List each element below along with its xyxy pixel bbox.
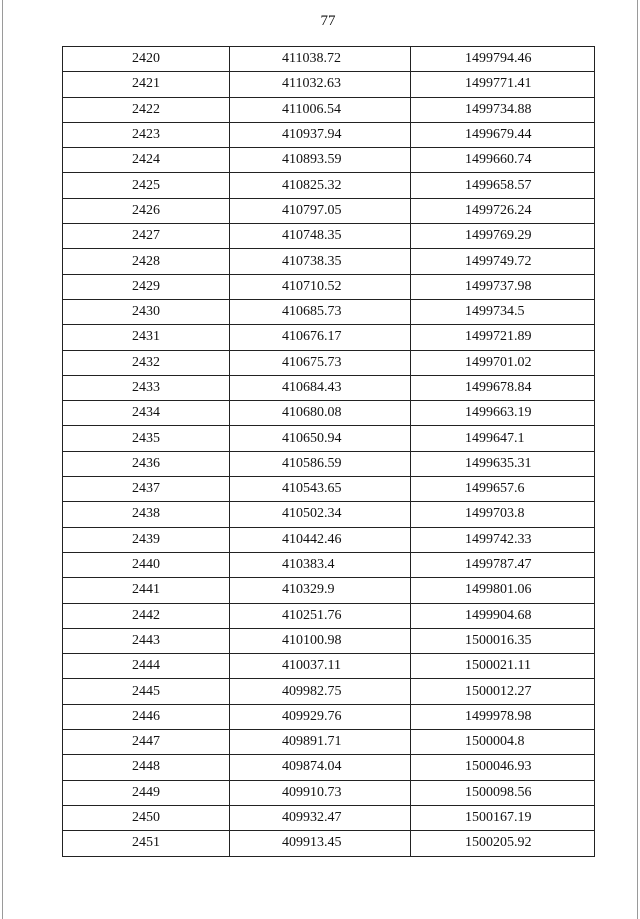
table-row (63, 426, 595, 451)
table-row (63, 72, 595, 97)
y-coordinate-cell: 1499678.84 (411, 375, 595, 400)
y-coordinate-cell: 1499734.88 (411, 97, 595, 122)
point-number-cell: 2445 (63, 679, 230, 704)
table-row (63, 401, 595, 426)
x-coordinate-cell: 410329.9 (230, 578, 411, 603)
page-number: 77 (320, 13, 336, 29)
point-number-cell: 2436 (63, 451, 230, 476)
x-coordinate-cell: 410650.94 (230, 426, 411, 451)
table-row (63, 477, 595, 502)
point-number-cell: 2426 (63, 198, 230, 223)
y-coordinate-cell: 1499726.24 (411, 198, 595, 223)
y-coordinate-cell: 1499663.19 (411, 401, 595, 426)
table-row (63, 325, 595, 350)
y-coordinate-cell: 1499801.06 (411, 578, 595, 603)
y-coordinate-cell: 1500205.92 (411, 831, 595, 856)
table-row (63, 97, 595, 122)
table-row (63, 780, 595, 805)
x-coordinate-cell: 410710.52 (230, 274, 411, 299)
table-row (63, 552, 595, 577)
y-coordinate-cell: 1500046.93 (411, 755, 595, 780)
x-coordinate-cell: 409874.04 (230, 755, 411, 780)
x-coordinate-cell: 409891.71 (230, 730, 411, 755)
point-number-cell: 2442 (63, 603, 230, 628)
y-coordinate-cell: 1499749.72 (411, 249, 595, 274)
y-coordinate-cell: 1500004.8 (411, 730, 595, 755)
point-number-cell: 2424 (63, 148, 230, 173)
y-coordinate-cell: 1499721.89 (411, 325, 595, 350)
table-row (63, 198, 595, 223)
table-row (63, 122, 595, 147)
x-coordinate-cell: 409932.47 (230, 805, 411, 830)
x-coordinate-cell: 410738.35 (230, 249, 411, 274)
table-row (63, 249, 595, 274)
y-coordinate-cell: 1500021.11 (411, 654, 595, 679)
y-coordinate-cell: 1499771.41 (411, 72, 595, 97)
point-number-cell: 2449 (63, 780, 230, 805)
point-number-cell: 2444 (63, 654, 230, 679)
x-coordinate-cell: 409910.73 (230, 780, 411, 805)
y-coordinate-cell: 1499742.33 (411, 527, 595, 552)
x-coordinate-cell: 410037.11 (230, 654, 411, 679)
table-row (63, 679, 595, 704)
y-coordinate-cell: 1499787.47 (411, 552, 595, 577)
table-row (63, 375, 595, 400)
table-row (63, 502, 595, 527)
x-coordinate-cell: 410893.59 (230, 148, 411, 173)
point-number-cell: 2433 (63, 375, 230, 400)
point-number-cell: 2447 (63, 730, 230, 755)
y-coordinate-cell: 1500012.27 (411, 679, 595, 704)
y-coordinate-cell: 1499635.31 (411, 451, 595, 476)
table-row (63, 224, 595, 249)
point-number-cell: 2438 (63, 502, 230, 527)
x-coordinate-cell: 410680.08 (230, 401, 411, 426)
x-coordinate-cell: 409982.75 (230, 679, 411, 704)
x-coordinate-cell: 411032.63 (230, 72, 411, 97)
point-number-cell: 2446 (63, 704, 230, 729)
table-row (63, 805, 595, 830)
point-number-cell: 2441 (63, 578, 230, 603)
x-coordinate-cell: 409929.76 (230, 704, 411, 729)
point-number-cell: 2427 (63, 224, 230, 249)
point-number-cell: 2448 (63, 755, 230, 780)
x-coordinate-cell: 410100.98 (230, 628, 411, 653)
table-row (63, 730, 595, 755)
y-coordinate-cell: 1499660.74 (411, 148, 595, 173)
table-row (63, 603, 595, 628)
table-row (63, 755, 595, 780)
point-number-cell: 2451 (63, 831, 230, 856)
page-border-left (2, 0, 3, 919)
x-coordinate-cell: 410825.32 (230, 173, 411, 198)
table-row (63, 47, 595, 72)
x-coordinate-cell: 409913.45 (230, 831, 411, 856)
x-coordinate-cell: 410442.46 (230, 527, 411, 552)
x-coordinate-cell: 410684.43 (230, 375, 411, 400)
x-coordinate-cell: 410543.65 (230, 477, 411, 502)
point-number-cell: 2434 (63, 401, 230, 426)
x-coordinate-cell: 410797.05 (230, 198, 411, 223)
y-coordinate-cell: 1499794.46 (411, 47, 595, 72)
point-number-cell: 2421 (63, 72, 230, 97)
x-coordinate-cell: 411038.72 (230, 47, 411, 72)
table-row (63, 350, 595, 375)
y-coordinate-cell: 1499657.6 (411, 477, 595, 502)
table-row (63, 451, 595, 476)
x-coordinate-cell: 410685.73 (230, 299, 411, 324)
point-number-cell: 2435 (63, 426, 230, 451)
coordinates-table-body (63, 47, 595, 857)
point-number-cell: 2425 (63, 173, 230, 198)
point-number-cell: 2422 (63, 97, 230, 122)
y-coordinate-cell: 1499658.57 (411, 173, 595, 198)
x-coordinate-cell: 410383.4 (230, 552, 411, 577)
x-coordinate-cell: 410502.34 (230, 502, 411, 527)
point-number-cell: 2423 (63, 122, 230, 147)
y-coordinate-cell: 1500016.35 (411, 628, 595, 653)
table-row (63, 527, 595, 552)
table-row (63, 654, 595, 679)
y-coordinate-cell: 1499904.68 (411, 603, 595, 628)
point-number-cell: 2431 (63, 325, 230, 350)
point-number-cell: 2443 (63, 628, 230, 653)
table-row (63, 299, 595, 324)
y-coordinate-cell: 1499703.8 (411, 502, 595, 527)
x-coordinate-cell: 410676.17 (230, 325, 411, 350)
x-coordinate-cell: 410586.59 (230, 451, 411, 476)
table-row (63, 578, 595, 603)
y-coordinate-cell: 1500098.56 (411, 780, 595, 805)
y-coordinate-cell: 1499978.98 (411, 704, 595, 729)
point-number-cell: 2432 (63, 350, 230, 375)
y-coordinate-cell: 1499734.5 (411, 299, 595, 324)
y-coordinate-cell: 1499701.02 (411, 350, 595, 375)
x-coordinate-cell: 411006.54 (230, 97, 411, 122)
table-row (63, 148, 595, 173)
point-number-cell: 2429 (63, 274, 230, 299)
y-coordinate-cell: 1499769.29 (411, 224, 595, 249)
y-coordinate-cell: 1500167.19 (411, 805, 595, 830)
x-coordinate-cell: 410748.35 (230, 224, 411, 249)
table-row (63, 274, 595, 299)
y-coordinate-cell: 1499737.98 (411, 274, 595, 299)
y-coordinate-cell: 1499679.44 (411, 122, 595, 147)
point-number-cell: 2420 (63, 47, 230, 72)
coordinates-table (62, 46, 595, 857)
table-row (63, 831, 595, 856)
table-row (63, 704, 595, 729)
point-number-cell: 2430 (63, 299, 230, 324)
table-row (63, 628, 595, 653)
table-row (63, 173, 595, 198)
y-coordinate-cell: 1499647.1 (411, 426, 595, 451)
point-number-cell: 2440 (63, 552, 230, 577)
point-number-cell: 2450 (63, 805, 230, 830)
point-number-cell: 2437 (63, 477, 230, 502)
page-border-right (637, 0, 638, 919)
point-number-cell: 2428 (63, 249, 230, 274)
x-coordinate-cell: 410675.73 (230, 350, 411, 375)
x-coordinate-cell: 410937.94 (230, 122, 411, 147)
point-number-cell: 2439 (63, 527, 230, 552)
x-coordinate-cell: 410251.76 (230, 603, 411, 628)
